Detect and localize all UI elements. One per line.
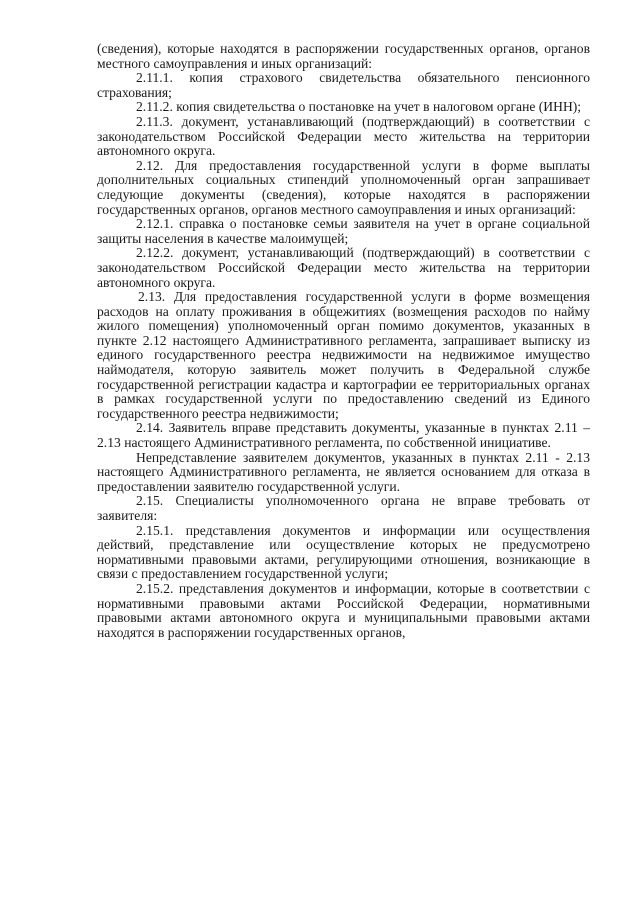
paragraph-2-12-2: 2.12.2. документ, устанавливающий (подтверждающий) в соответствии с законодательством Российской Федерации место жительства на территории автономного округа. — [97, 245, 590, 290]
document-page — [97, 42, 590, 640]
paragraph-2-11-2: 2.11.2. копия свидетельства о постановке на учет в налоговом органе (ИНН); — [136, 99, 582, 115]
paragraph-2-15: 2.15. Специалисты уполномоченного органа не вправе требовать от заявителя: — [97, 493, 590, 523]
paragraph-2-11-3: 2.11.3. документ, устанавливающий (подтверждающий) в соответствии с законодательством Российской Федерации место жительства на территории автономного округа. — [97, 113, 590, 159]
paragraph-2-12-1: 2.12.1. справка о постановке семьи заявителя на учет в органе социальной защиты населения в качестве малоимущей; — [97, 216, 590, 246]
paragraph-2-12: 2.12. Для предоставления государственной услуги в форме выплаты дополнительных социальных стипендий уполномоченный орган запрашивает следующие документы (сведения), которые находятся в распоряжении государственных органов, органов местного самоуправления и иных организаций: — [97, 157, 590, 217]
paragraph-2-11-1: 2.11.1. копия страхового свидетельства обязательного пенсионного страхования; — [97, 70, 590, 100]
paragraph-2-15-1: 2.15.1. представления документов и информации или осуществления действий, представление или осуществление которых не предусмотрено нормативными правовыми актами, регулирующими отношения, возникающие в связи с предоставлением государственной услуги; — [97, 522, 590, 582]
paragraph-non-submission: Непредставление заявителем документов, указанных в пунктах 2.11 - 2.13 настоящего Административного регламента, не является основанием для отказа в предоставлении заявителю государственной услуги. — [97, 449, 590, 494]
paragraph-2-13: 2.13. Для предоставления государственной услуги в форме возмещения расходов на оплату проживания в общежитиях (возмещения расходов по найму жилого помещения) уполномоченный орган помимо документов, указанных в пункте 2.12 настоящего Административного регламента, запрашивает выписку из единого государственного реестра недвижимости на недвижимое имущество наймодателя, которую заявитель может получить в Федеральной службе государственной регистрации кадастра и картографии ее территориальных органах в рамках государственной услуги по предоставлению сведений из Единого государственного реестра недвижимости; — [97, 289, 590, 421]
paragraph-2-14: 2.14. Заявитель вправе представить документы, указанные в пунктах 2.11 – 2.13 настоящего Административного регламента, по собственной инициативе. — [97, 420, 590, 451]
paragraph-intro: (сведения), которые находятся в распоряжении государственных органов, органов местного самоуправления и иных организаций: — [97, 41, 590, 71]
paragraph-2-15-2: 2.15.2. представления документов и информации, которые в соответствии с нормативными правовыми актами Российской Федерации, нормативными правовыми актами автономного округа и муниципальными правовыми актами находятся в распоряжении государственных органов, — [97, 580, 590, 640]
